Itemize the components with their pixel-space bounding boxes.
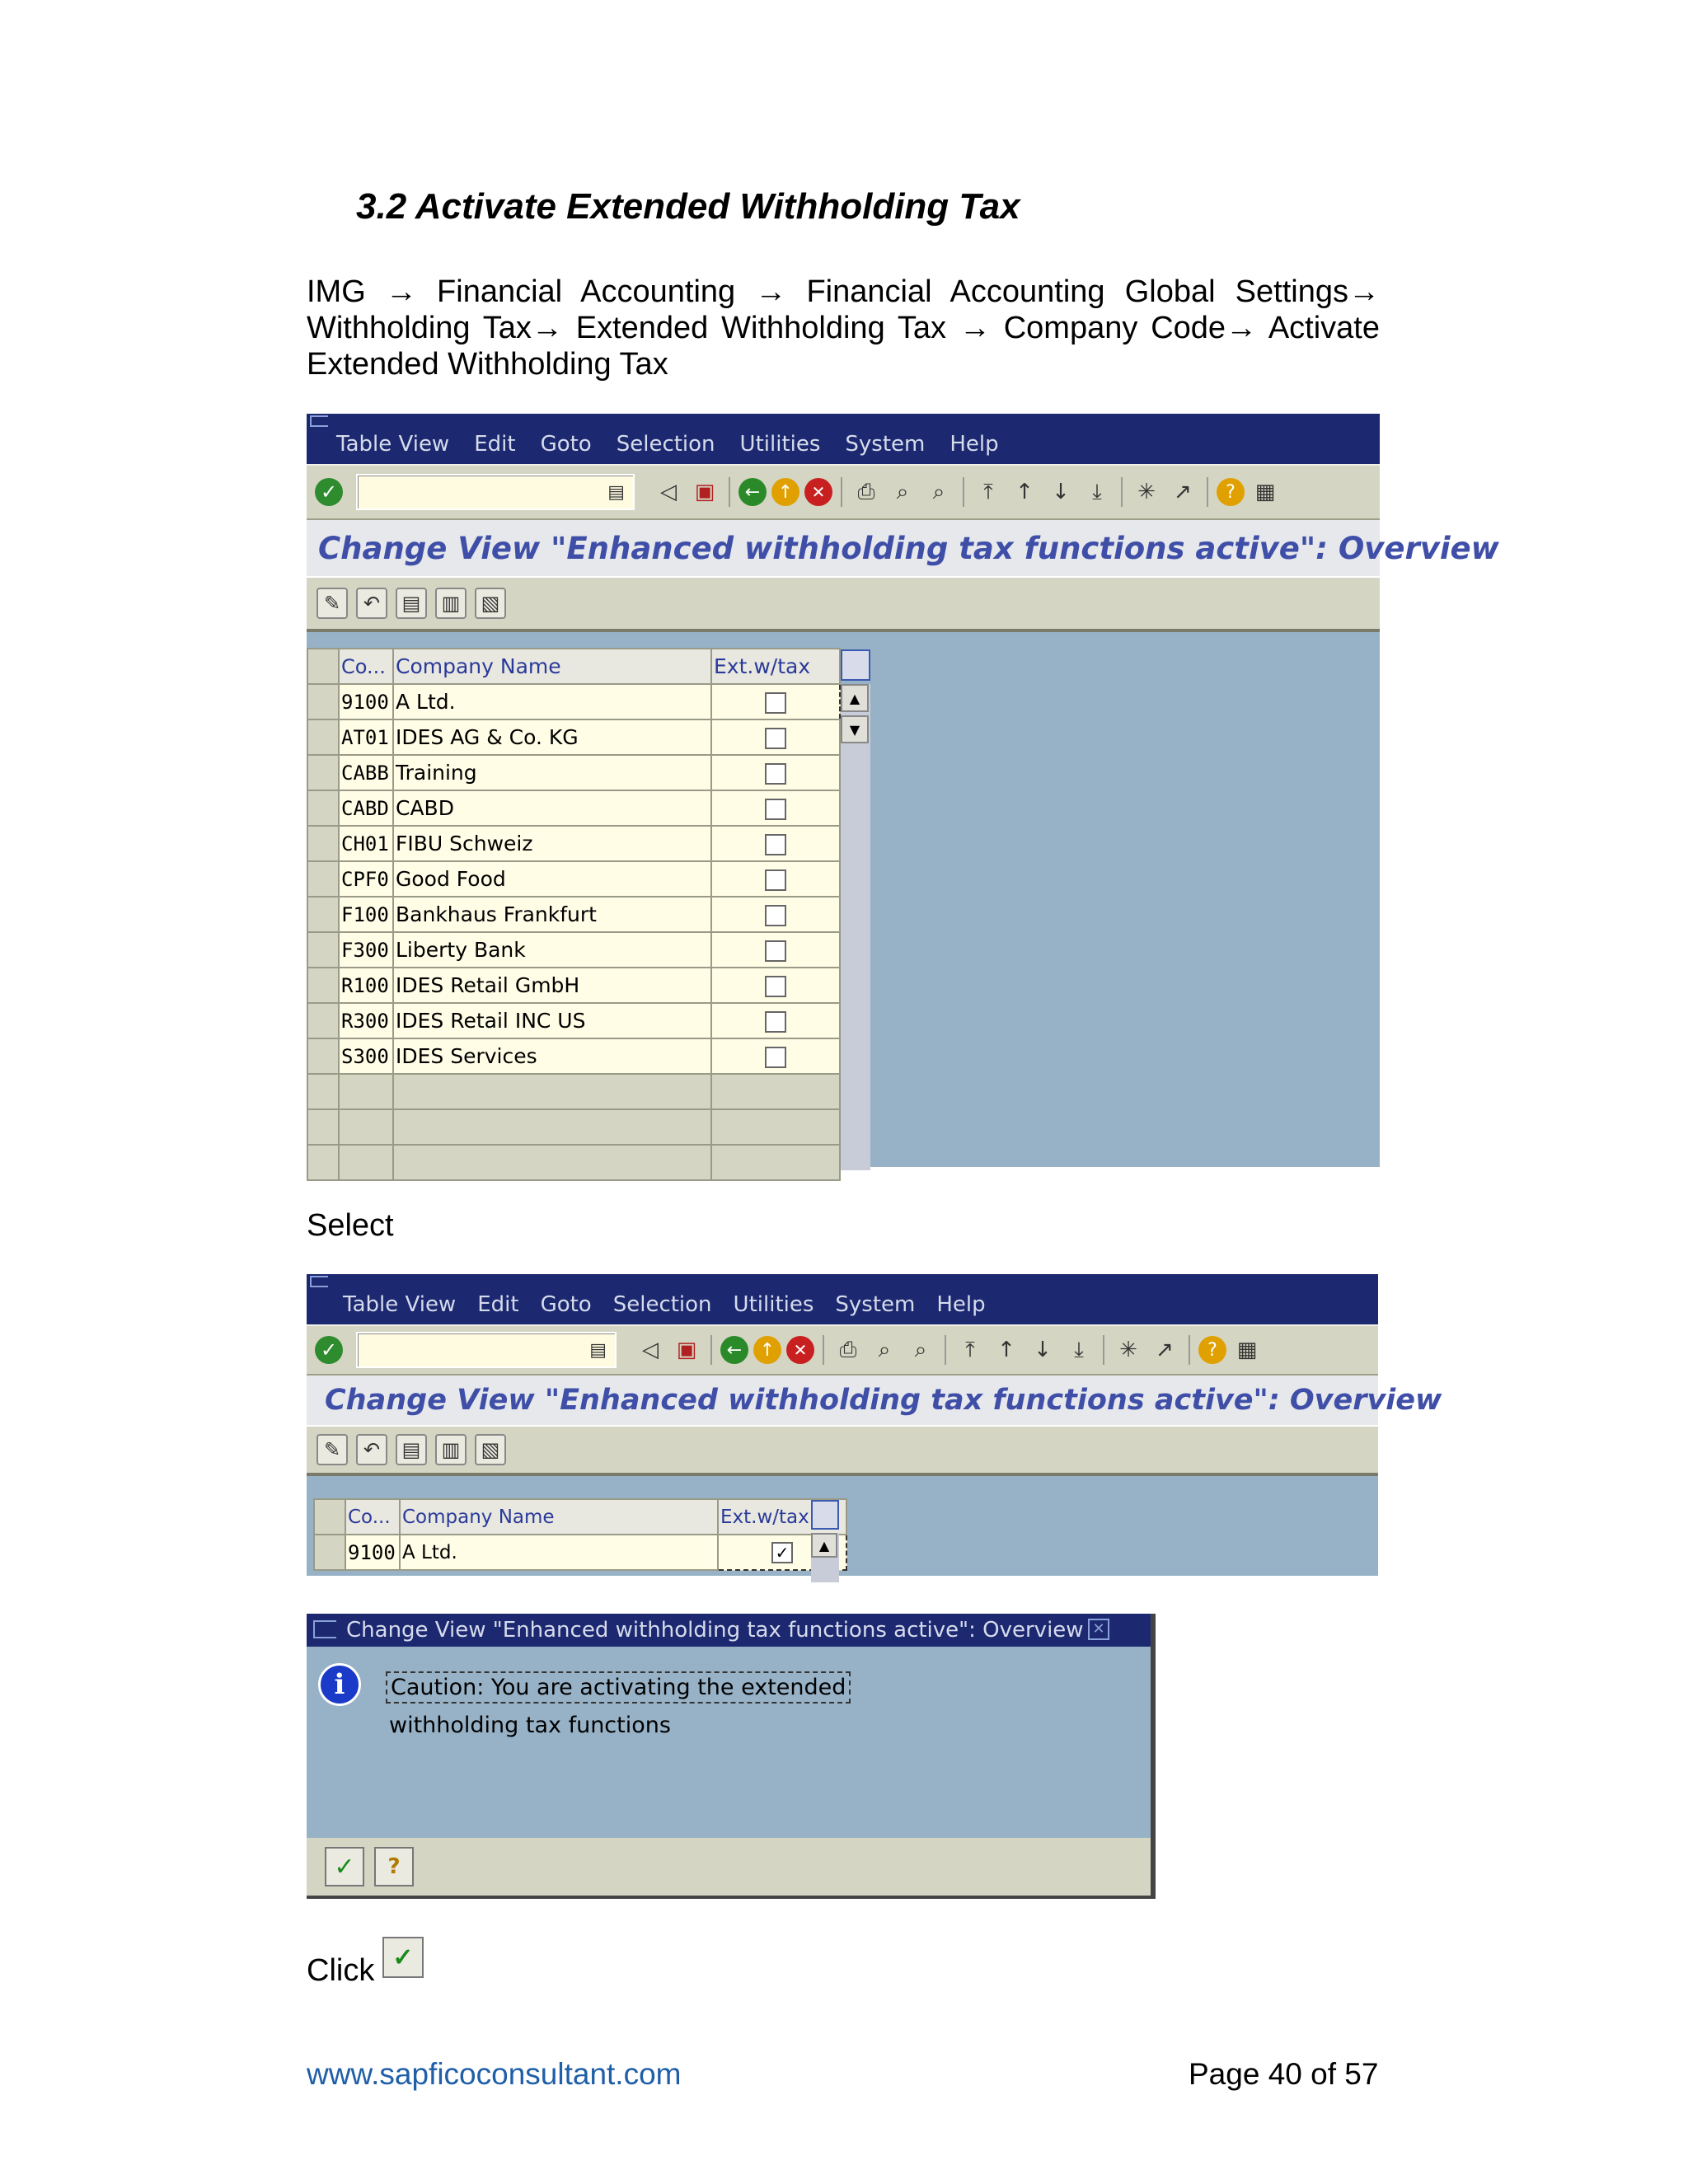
company-table: [313, 1498, 847, 1571]
table-row[interactable]: 9100 A Ltd. ✓: [314, 1535, 846, 1570]
menu-table-view[interactable]: Table View: [336, 432, 450, 457]
chevron-left-icon[interactable]: ◁: [642, 1338, 659, 1362]
table-row-empty: [307, 1109, 840, 1145]
continue-icon: ✓: [382, 1937, 424, 1978]
continue-button[interactable]: ✓: [325, 1847, 364, 1886]
shortcut-icon[interactable]: ↗: [1156, 1338, 1174, 1362]
help-icon[interactable]: ?: [1198, 1336, 1226, 1364]
table-row[interactable]: R300 IDES Retail INC US: [307, 1003, 840, 1038]
table-settings-icon[interactable]: [841, 649, 870, 681]
view-title: Change View "Enhanced withholding tax functions active": Overview: [307, 520, 1380, 578]
col-code[interactable]: Co...: [345, 1499, 400, 1535]
menu-table-view[interactable]: Table View: [343, 1292, 457, 1317]
table-row[interactable]: 9100 A Ltd.: [307, 684, 840, 719]
cancel-icon[interactable]: ✕: [804, 478, 832, 506]
sap-screenshot-table: [307, 414, 1499, 1167]
table-row-empty: [307, 1074, 840, 1109]
dialog-message-line1: Caution: You are activating the extended: [386, 1671, 851, 1704]
ext-wtax-checkbox[interactable]: [765, 834, 786, 855]
display-change-icon[interactable]: ✎: [316, 588, 348, 619]
shortcut-icon[interactable]: ↗: [1174, 480, 1192, 504]
ext-wtax-checkbox[interactable]: [765, 763, 786, 785]
first-page-icon[interactable]: ⤒: [983, 479, 993, 504]
table-row-empty: [307, 1145, 840, 1180]
menu-edit[interactable]: Edit: [477, 1292, 519, 1317]
deselect-all-icon[interactable]: ▧: [475, 588, 506, 619]
table-settings-icon[interactable]: [811, 1500, 839, 1530]
ext-wtax-checkbox[interactable]: [765, 1011, 786, 1033]
close-icon[interactable]: ✕: [1088, 1619, 1109, 1640]
window-corner-icon: [313, 1620, 336, 1638]
select-label: Select: [307, 1208, 394, 1243]
scroll-up-icon[interactable]: ▲: [841, 684, 869, 712]
view-title: Change View "Enhanced withholding tax functions active": Overview: [307, 1376, 1378, 1427]
table-row[interactable]: AT01 IDES AG & Co. KG: [307, 719, 840, 755]
col-ext-wtax[interactable]: Ext.w/tax: [711, 649, 840, 684]
dialog-message-line2: withholding tax functions: [389, 1713, 671, 1738]
table-row[interactable]: S300 IDES Services: [307, 1038, 840, 1074]
application-toolbar: [307, 578, 1380, 632]
menu-bar: [307, 414, 1380, 464]
undo-icon[interactable]: ↶: [356, 1434, 387, 1465]
select-block-icon[interactable]: ▥: [435, 1434, 467, 1465]
application-toolbar: [307, 1427, 1378, 1476]
table-header: [314, 1499, 846, 1535]
previous-page-icon[interactable]: ↑: [997, 1338, 1015, 1362]
back-icon[interactable]: ←: [720, 1336, 748, 1364]
standard-toolbar: [307, 464, 1380, 520]
help-icon[interactable]: ?: [374, 1847, 414, 1886]
menu-utilities[interactable]: Utilities: [739, 432, 821, 457]
menu-bar: [307, 1274, 1378, 1324]
table-row[interactable]: CH01 FIBU Schweiz: [307, 826, 840, 861]
img-menu-path: IMG → Financial Accounting → Financial Accounting Global Settings→ Withholding Tax→ Extended Withholding Tax → Company Code→ Activate Extended Withholding Tax: [307, 274, 1380, 382]
caution-dialog: [307, 1614, 1156, 1899]
ext-wtax-checkbox[interactable]: [765, 905, 786, 926]
new-session-icon[interactable]: ✳: [1137, 480, 1156, 504]
find-next-icon[interactable]: ⌕: [914, 1337, 927, 1362]
exit-icon[interactable]: ↑: [771, 478, 799, 506]
display-change-icon[interactable]: ✎: [316, 1434, 348, 1465]
history-icon[interactable]: ▤: [607, 482, 625, 503]
undo-icon[interactable]: ↶: [356, 588, 387, 619]
command-field[interactable]: [356, 474, 635, 510]
select-block-icon[interactable]: ▥: [435, 588, 467, 619]
ext-wtax-checkbox[interactable]: [765, 692, 786, 714]
scroll-up-icon[interactable]: ▲: [811, 1533, 837, 1558]
history-icon[interactable]: ▤: [589, 1340, 607, 1361]
menu-selection[interactable]: Selection: [616, 432, 715, 457]
table-row[interactable]: R100 IDES Retail GmbH: [307, 968, 840, 1003]
select-all-icon[interactable]: ▤: [396, 588, 427, 619]
dialog-title: Change View "Enhanced withholding tax functions active": Overview: [346, 1618, 1084, 1643]
menu-goto[interactable]: Goto: [540, 1292, 592, 1317]
table-row[interactable]: CPF0 Good Food: [307, 861, 840, 897]
ext-wtax-checkbox[interactable]: [765, 1047, 786, 1068]
back-icon[interactable]: ←: [738, 478, 767, 506]
ext-wtax-checkbox[interactable]: [765, 799, 786, 820]
last-page-icon[interactable]: ⤓: [1092, 479, 1102, 504]
next-page-icon[interactable]: ↓: [1052, 480, 1070, 504]
ext-wtax-checkbox[interactable]: [765, 728, 786, 749]
save-icon[interactable]: ▣: [694, 480, 715, 504]
save-icon[interactable]: ▣: [676, 1338, 697, 1362]
layout-icon[interactable]: ▦: [1254, 480, 1276, 504]
ext-wtax-checkbox[interactable]: [765, 976, 786, 997]
table-header: [307, 649, 840, 684]
exit-icon[interactable]: ↑: [753, 1336, 781, 1364]
company-table: [307, 648, 841, 1181]
footer-website[interactable]: www.sapficoconsultant.com: [307, 2057, 682, 2091]
col-code[interactable]: Co...: [339, 649, 393, 684]
click-label: Click: [307, 1953, 375, 1988]
menu-system[interactable]: System: [845, 432, 926, 457]
print-icon[interactable]: ⎙: [857, 479, 875, 504]
layout-icon[interactable]: ▦: [1236, 1338, 1258, 1362]
col-company-name[interactable]: Company Name: [400, 1499, 718, 1535]
previous-page-icon[interactable]: ↑: [1015, 480, 1034, 504]
deselect-all-icon[interactable]: ▧: [475, 1434, 506, 1465]
find-icon[interactable]: ⌕: [878, 1337, 891, 1362]
vertical-scrollbar[interactable]: [841, 684, 870, 1170]
footer-page-number: Page 40 of 57: [1189, 2057, 1379, 2091]
section-heading: 3.2 Activate Extended Withholding Tax: [356, 186, 1020, 227]
find-icon[interactable]: ⌕: [896, 479, 909, 504]
col-company-name[interactable]: Company Name: [393, 649, 711, 684]
dialog-footer: [307, 1838, 1151, 1896]
last-page-icon[interactable]: ⤓: [1074, 1337, 1084, 1362]
enter-icon[interactable]: ✓: [315, 1336, 343, 1364]
vertical-scrollbar[interactable]: [811, 1533, 839, 1582]
scroll-down-icon[interactable]: ▼: [841, 715, 869, 743]
info-icon: i: [318, 1663, 361, 1706]
table-row[interactable]: F100 Bankhaus Frankfurt: [307, 897, 840, 932]
menu-system[interactable]: System: [835, 1292, 916, 1317]
menu-selection[interactable]: Selection: [612, 1292, 712, 1317]
window-corner-icon: [310, 1276, 328, 1287]
col-ext-wtax[interactable]: Ext.w/tax: [718, 1499, 846, 1535]
standard-toolbar: [307, 1324, 1378, 1376]
menu-help[interactable]: Help: [950, 432, 999, 457]
window-corner-icon: [310, 415, 328, 427]
dialog-titlebar: [307, 1614, 1151, 1647]
ext-wtax-checkbox[interactable]: [765, 869, 786, 891]
print-icon[interactable]: ⎙: [839, 1337, 857, 1362]
menu-utilities[interactable]: Utilities: [733, 1292, 814, 1317]
ext-wtax-checkbox[interactable]: [765, 940, 786, 962]
sap-screenshot-selected: [307, 1274, 1442, 1576]
menu-goto[interactable]: Goto: [540, 432, 592, 457]
table-row[interactable]: F300 Liberty Bank: [307, 932, 840, 968]
cancel-icon[interactable]: ✕: [786, 1336, 814, 1364]
new-session-icon[interactable]: ✳: [1119, 1338, 1137, 1362]
ext-wtax-checkbox-checked[interactable]: ✓: [771, 1542, 793, 1563]
find-next-icon[interactable]: ⌕: [932, 479, 945, 504]
table-row[interactable]: CABB Training: [307, 755, 840, 790]
next-page-icon[interactable]: ↓: [1034, 1338, 1052, 1362]
select-all-icon[interactable]: ▤: [396, 1434, 427, 1465]
table-row[interactable]: CABD CABD: [307, 790, 840, 826]
first-page-icon[interactable]: ⤒: [965, 1337, 975, 1362]
enter-icon[interactable]: ✓: [315, 478, 343, 506]
help-icon[interactable]: ?: [1217, 478, 1245, 506]
menu-help[interactable]: Help: [936, 1292, 986, 1317]
menu-edit[interactable]: Edit: [474, 432, 516, 457]
command-field[interactable]: [356, 1332, 617, 1368]
chevron-left-icon[interactable]: ◁: [660, 480, 677, 504]
